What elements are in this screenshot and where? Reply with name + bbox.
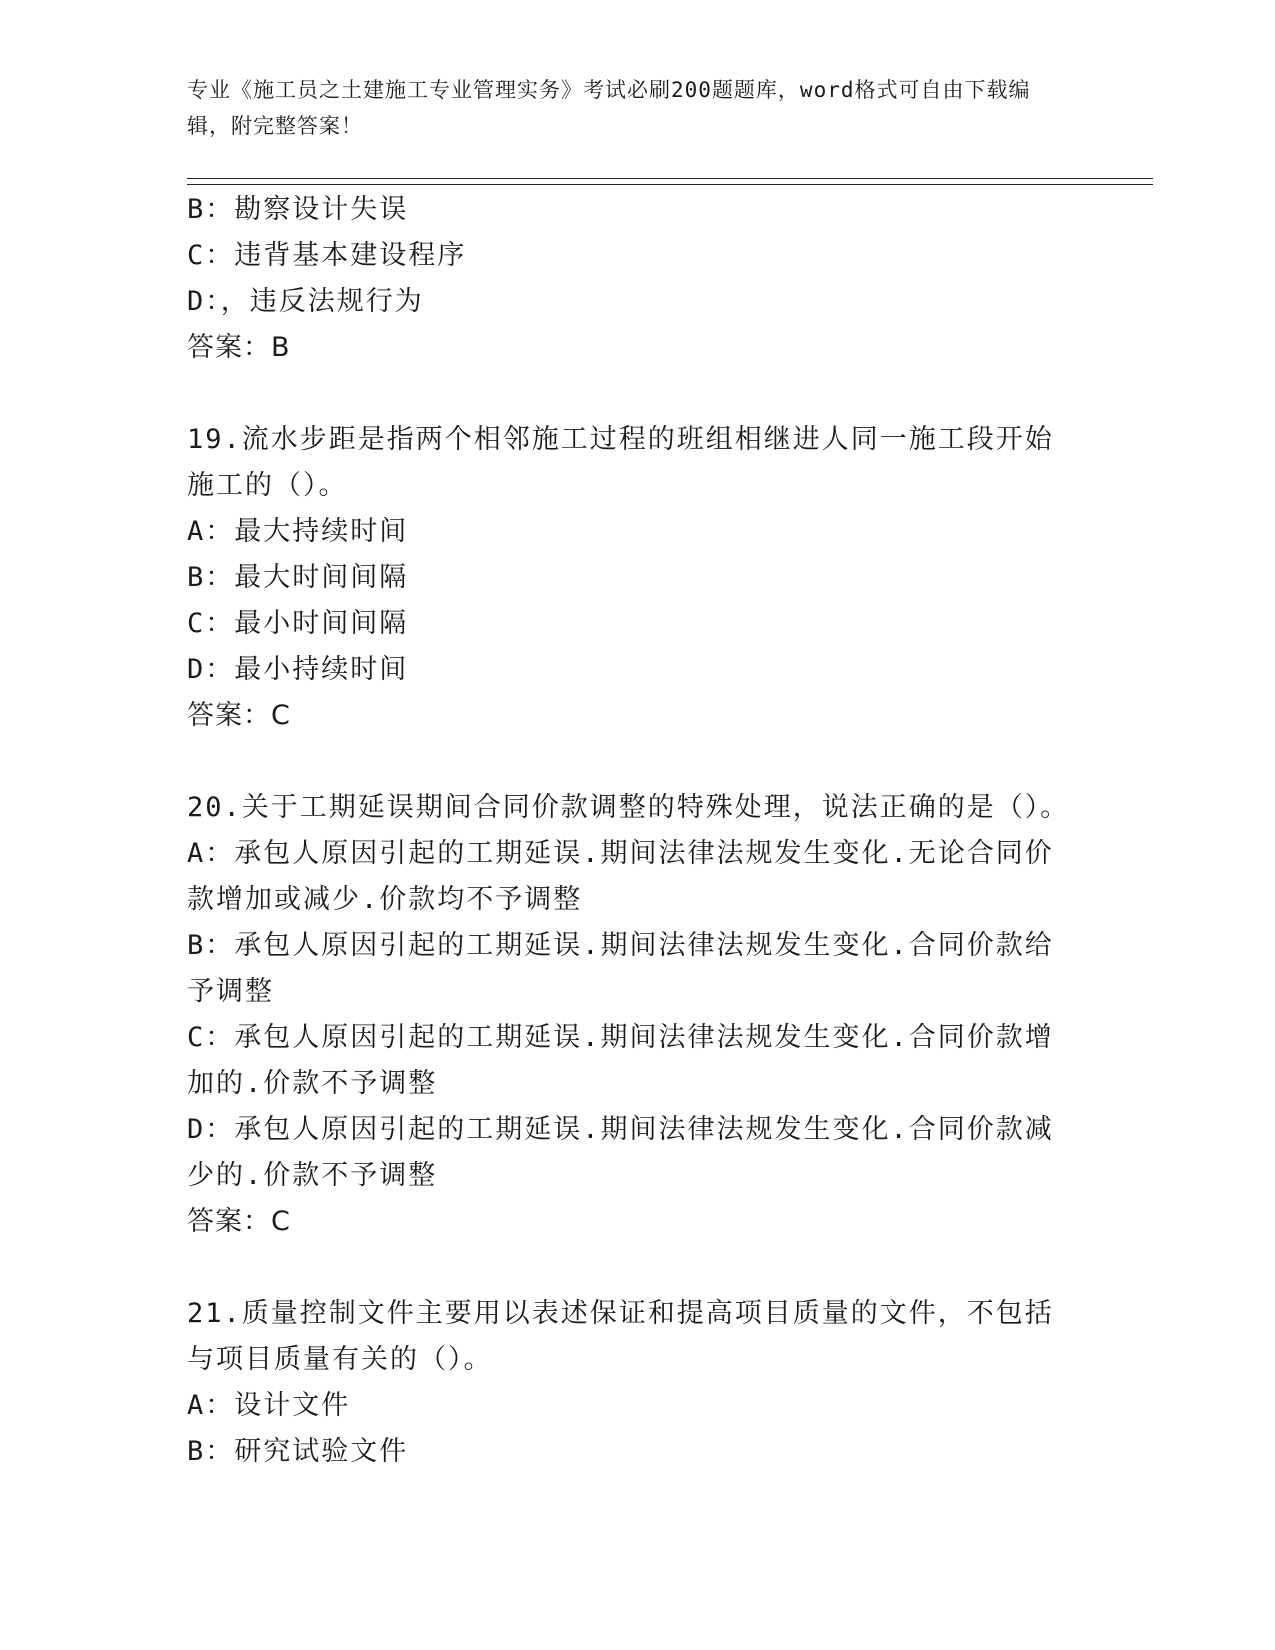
question-text: 19.流水步距是指两个相邻施工过程的班组相继进人同一施工段开始施工的（）。 <box>187 424 1054 501</box>
option-d: D：，违反法规行为 <box>187 286 424 317</box>
header-divider <box>187 178 1153 185</box>
question-content <box>187 187 1077 1475</box>
option-b: B：研究试验文件 <box>187 1436 409 1467</box>
option-b: B：最大时间间隔 <box>187 562 409 593</box>
option-d: D：最小持续时间 <box>187 654 409 685</box>
spacer <box>187 371 1077 417</box>
answer-line: 答案：B <box>187 332 291 363</box>
question-text: 20.关于工期延误期间合同价款调整的特殊处理，说法正确的是（）。 <box>187 792 1070 823</box>
page-header: 专业《施工员之土建施工专业管理实务》考试必刷200题题库，word格式可自由下载编辑，附完整答案！ <box>187 78 1031 138</box>
option-c: C：最小时间间隔 <box>187 608 409 639</box>
option-b: B：勘察设计失误 <box>187 194 409 225</box>
spacer <box>187 1245 1077 1291</box>
option-c: C：承包人原因引起的工期延误.期间法律法规发生变化.合同价款增加的.价款不予调整 <box>187 1022 1054 1099</box>
question-text: 21.质量控制文件主要用以表述保证和提高项目质量的文件，不包括与项目质量有关的（）。 <box>187 1298 1054 1375</box>
option-a: A：承包人原因引起的工期延误.期间法律法规发生变化.无论合同价款增加或减少.价款均不予调整 <box>187 838 1054 915</box>
option-a: A：最大持续时间 <box>187 516 409 547</box>
question-block <box>187 1291 1077 1475</box>
option-d: D：承包人原因引起的工期延误.期间法律法规发生变化.合同价款减少的.价款不予调整 <box>187 1114 1054 1191</box>
option-b: B：承包人原因引起的工期延误.期间法律法规发生变化.合同价款给予调整 <box>187 930 1054 1007</box>
question-block <box>187 417 1077 739</box>
answer-line: 答案：C <box>187 700 291 731</box>
option-a: A：设计文件 <box>187 1390 351 1421</box>
option-c: C：违背基本建设程序 <box>187 240 467 271</box>
answer-line: 答案：C <box>187 1206 291 1237</box>
question-block <box>187 785 1077 1245</box>
spacer <box>187 739 1077 785</box>
prev-question-block <box>187 187 1077 371</box>
